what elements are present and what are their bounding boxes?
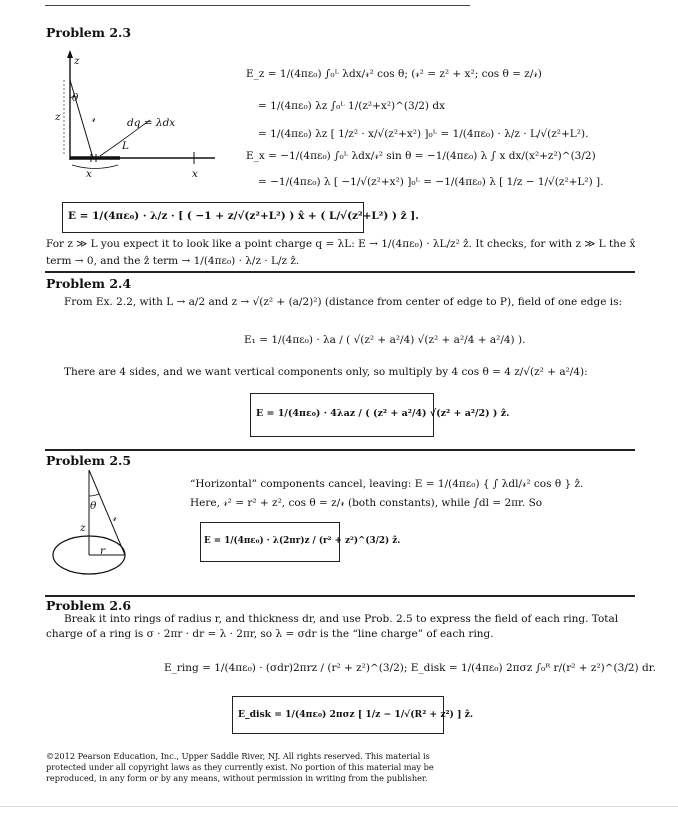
p23-eq-4: E_x = −1/(4πε₀) ∫₀ᴸ λdx/𝓇² sin θ = −1/(4πε₀) λ ∫ x dx/(x²+z²)^(3/2) bbox=[246, 150, 596, 162]
p24-line-1: From Ex. 2.2, with L → a/2 and z → √(z² + (a/2)²) (distance from center of edge to P), field of one edge is: bbox=[64, 296, 623, 308]
p23-note-2: term → 0, and the ẑ term → 1/(4πε₀) · λ/z · L/z ẑ. bbox=[46, 255, 300, 267]
problem-2-5-title: Problem 2.5 bbox=[46, 453, 132, 468]
p23-eq-3: = 1/(4πε₀) λz [ 1/z² · x/√(z²+x²) ]₀ᴸ = 1/(4πε₀) · λ/z · L/√(z²+L²). bbox=[258, 128, 589, 140]
problem-2-4-title: Problem 2.4 bbox=[46, 276, 132, 291]
p24-eq: E₁ = 1/(4πε₀) · λa / ( √(z² + a²/4) √(z² + a²/4 + a²/4) ). bbox=[244, 334, 526, 346]
p26-line-1: Break it into rings of radius r, and thickness dr, and use Prob. 2.5 to express the field of each ring. Total bbox=[64, 613, 619, 625]
fig23-z-label: z bbox=[74, 55, 80, 67]
fig23-r-label: 𝓇 bbox=[91, 113, 96, 125]
p23-note-1: For z ≫ L you expect it to look like a point charge q = λL: E → 1/(4πε₀) · λL/z² ẑ. It checks, for with z ≫ L the x̂ bbox=[46, 238, 636, 250]
p26-line-2: charge of a ring is σ · 2πr · dr = λ · 2πr, so λ = σdr is the “line charge” of each ring. bbox=[46, 628, 494, 640]
p25-line-2: Here, 𝓇² = r² + z², cos θ = z/𝓇 (both constants), while ∫dl = 2πr. So bbox=[190, 497, 543, 509]
copyright-line-2: protected under all copyright laws as they currently exist. No portion of this material may be bbox=[46, 762, 434, 772]
p25-rule bbox=[45, 449, 635, 451]
problem-2-5-figure bbox=[0, 0, 1, 1]
copyright-line-1: ©2012 Pearson Education, Inc., Upper Saddle River, NJ. All rights reserved. This material is bbox=[46, 751, 430, 761]
p24-line-2: There are 4 sides, and we want vertical components only, so multiply by 4 cos θ = 4 z/√(z² + a²/4): bbox=[64, 366, 588, 378]
fig25-z-label: z bbox=[80, 522, 86, 534]
p26-eq: E_ring = 1/(4πε₀) · (σdr)2πrz / (r² + z²)^(3/2); E_disk = 1/(4πε₀) 2πσz ∫₀ᴿ r/(r² + z²)^(3/2) dr. bbox=[164, 662, 656, 674]
copyright-line-3: reproduced, in any form or by any means, without permission in writing from the publisher. bbox=[46, 773, 428, 783]
bottom-rule bbox=[0, 806, 678, 807]
problem-2-6-title: Problem 2.6 bbox=[46, 598, 132, 613]
fig23-z-side-label: z bbox=[55, 111, 61, 123]
p26-rule bbox=[45, 595, 635, 597]
fig23-x-label: x bbox=[86, 168, 92, 180]
p25-line-1: “Horizontal” components cancel, leaving: E = 1/(4πε₀) { ∫ λdl/𝓇² cos θ } ẑ. bbox=[190, 478, 584, 490]
problem-2-3-title: Problem 2.3 bbox=[46, 25, 132, 40]
p25-boxed-text: E = 1/(4πε₀) · λ(2πr)z / (r² + z²)^(3/2) ẑ. bbox=[204, 536, 401, 546]
p24-boxed-text: E = 1/(4πε₀) · 4λaz / ( (z² + a²/4) √(z² + a²/2) ) ẑ. bbox=[256, 408, 510, 419]
fig25-theta-label: θ bbox=[90, 500, 97, 512]
p23-eq-1: E_z = 1/(4πε₀) ∫₀ᴸ λdx/𝓇² cos θ; (𝓇² = z² + x²; cos θ = z/𝓇) bbox=[246, 68, 542, 80]
top-rule bbox=[45, 5, 470, 6]
p23-eq-2: = 1/(4πε₀) λz ∫₀ᴸ 1/(z²+x²)^(3/2) dx bbox=[258, 100, 445, 112]
fig23-theta-label: θ bbox=[72, 92, 79, 104]
fig23-dq-label: dq = λdx bbox=[127, 117, 176, 129]
fig25-rr-label: r bbox=[100, 545, 106, 557]
fig23-L-label: L bbox=[122, 140, 129, 152]
p23-eq-5: = −1/(4πε₀) λ [ −1/√(z²+x²) ]₀ᴸ = −1/(4πε₀) λ [ 1/z − 1/√(z²+L²) ]. bbox=[258, 176, 604, 188]
fig23-x-axis-label: x bbox=[192, 168, 198, 180]
fig25-r-label: 𝓇 bbox=[112, 512, 117, 524]
p26-boxed-text: E_disk = 1/(4πε₀) 2πσz [ 1/z − 1/√(R² + z²) ] ẑ. bbox=[238, 709, 474, 720]
p24-rule bbox=[45, 271, 635, 273]
p23-boxed-text: E = 1/(4πε₀) · λ/z · [ ( −1 + z/√(z²+L²) ) x̂ + ( L/√(z²+L²) ) ẑ ]. bbox=[68, 210, 419, 222]
